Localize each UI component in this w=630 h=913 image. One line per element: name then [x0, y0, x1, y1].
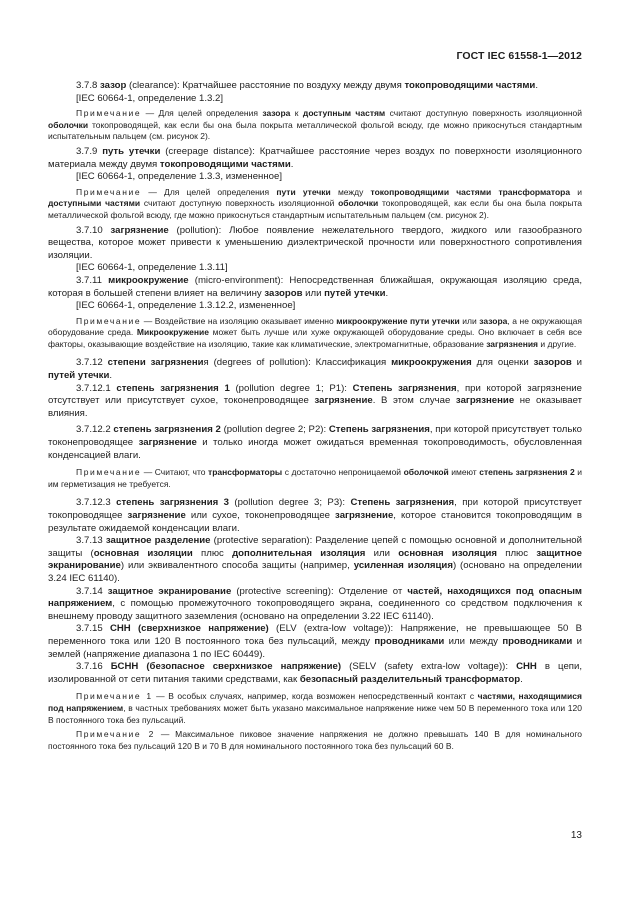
term-ref: токопроводящими частями	[404, 80, 536, 91]
definition-text: (creepage distance): Кратчайшее расстояние через воздух по поверхности изоляционного материала между двумя	[48, 145, 582, 170]
punct: .	[520, 673, 523, 685]
definition-text: , при которой загрязнение отсутствует или присутствует сухое, токонепроводящее	[48, 382, 582, 407]
definition-text: плюс	[497, 547, 537, 559]
reference: [IEC 60664-1, определение 1.3.11]	[76, 262, 228, 274]
term-ref: трансформаторы	[208, 467, 283, 478]
term: защитное экранирование	[107, 585, 232, 597]
term-ref: загрязнение	[455, 395, 515, 407]
term: степень загрязнения 2	[113, 424, 221, 436]
definition-3-7-12-2	[48, 424, 582, 462]
note-label: Примечание	[76, 108, 142, 119]
definition-text: (degrees of pollution): Классификация	[208, 357, 392, 369]
term-ref: путей утечки	[324, 287, 386, 299]
definition-text: и только иногда может ожидаться временная токопроводимость, обусловленная конденсацией влаги.	[48, 437, 583, 461]
term-ref: оболочки	[48, 119, 89, 130]
note-label: Примечание	[76, 467, 142, 478]
term-ref: Степень загрязнения	[352, 382, 457, 394]
term: степень загрязнения 3	[116, 497, 229, 509]
term-ref: доступным частям	[302, 108, 386, 119]
note-3-7-16-2	[48, 729, 582, 752]
note-3-7-9	[48, 187, 582, 222]
note-text: и	[570, 186, 582, 197]
note-text: — В особых случаях, например, когда возможен непосредственный контакт с	[152, 691, 478, 702]
note-text: имеют	[448, 467, 480, 478]
definition-3-7-15	[48, 623, 582, 661]
note-text: токопроводящей, как если бы она была покрыта металлической фольгой всюду, где можно прикоснуться стандартным испытательным пальцем (см. рисунок 2).	[48, 119, 582, 142]
term-ref: загрязнение	[335, 510, 394, 521]
definition-text: и землей (напряжение диапазона 1 по IEC 60449).	[48, 635, 582, 660]
term-ref: степень загрязнения 2	[479, 467, 575, 478]
definition-3-7-9	[48, 146, 582, 171]
definition-text: (clearance): Кратчайшее расстояние по воздуху между двумя	[126, 80, 405, 91]
definition-text: (pollution degree 1; P1):	[229, 382, 353, 394]
term-ref: микроокружения	[391, 357, 472, 369]
clause-number: 3.7.12.1	[76, 382, 111, 394]
reference: [IEC 60664-1, определение 1.3.3, измененное]	[76, 171, 282, 183]
clause-number: 3.7.12.3	[76, 497, 111, 509]
clause-number: 3.7.14	[76, 585, 103, 597]
note-text: считают доступную поверхность изоляционной	[140, 198, 339, 209]
term-ref: оболочки	[338, 198, 379, 209]
note-text: к	[290, 108, 303, 119]
definition-text: , при которой присутствует токопроводящее	[48, 497, 582, 521]
term-ref: зазоров	[533, 357, 572, 369]
note-text: токопроводящей, как если бы она была покрыта металлической фольгой всюду, где можно прикоснуться стандартным испытательным пальцем (см. рисунок 2).	[48, 198, 583, 220]
note-text: — Для целей определения	[141, 108, 263, 119]
clause-number: 3.7.11	[76, 274, 102, 286]
definition-3-7-8	[48, 80, 582, 93]
term-ref: СНН	[516, 661, 537, 673]
term-ref: частями, находящимися под напряжением	[48, 691, 582, 713]
note-3-7-8	[48, 108, 582, 143]
term: микроокружение	[108, 274, 189, 286]
term-ref: загрязнение	[314, 395, 373, 407]
definition-text: ) (основано на определении 3.24 IEC 61140).	[48, 560, 582, 584]
term-ref: зазора	[479, 315, 508, 326]
reference: [IEC 60664-1, определение 1.3.12.2, измененное]	[76, 300, 296, 312]
punct: .	[385, 287, 389, 299]
definition-text: , с помощью промежуточного токопроводящего экрана, соединенного со средством подключения к внешнему проводу защитного заземления (основано на определении 3.22 IEC 61140).	[48, 598, 582, 622]
term-ref: частей, находящихся под опасным напряжением	[48, 585, 582, 610]
term-ref: микроокружение пути утечки	[336, 315, 460, 326]
definition-text: (protective screening): Отделение от	[231, 585, 408, 597]
term-ref: загрязнение	[138, 437, 197, 449]
term: СНН (сверхнизкое напряжение)	[109, 623, 269, 635]
note-text: и другие.	[538, 338, 577, 349]
clause-number: 3.7.16	[76, 661, 103, 673]
note-text: может быть лучше или хуже окружающей оборудование среды. Оно включает в себя все факторы, оказывающие воздействие на изоляцию, такие как климатические, электромагнитные, образование	[48, 327, 582, 349]
punct: .	[290, 158, 294, 170]
term-ref: Степень загрязнения	[328, 424, 430, 436]
term-ref: зазора	[262, 108, 291, 119]
note-text: — Максимальное пиковое значение напряжения не должно превышать 140 В для номинального постоянного тока без пульсаций 120 В и 70 В для номинального постоянного тока без пульсаций 60 В.	[48, 729, 582, 751]
spacer	[48, 462, 582, 466]
term-ref: проводниками	[374, 635, 445, 647]
note-3-7-11	[48, 316, 582, 351]
term-ref: доступными частями	[48, 198, 141, 209]
note-label: Примечание 2	[76, 729, 155, 740]
note-text: или	[459, 315, 480, 326]
definition-text: (protective separation): Разделение цепей с помощью основной и дополнительной защиты (	[48, 535, 582, 559]
term-ref: загрязнения	[486, 338, 539, 349]
definition-text: или между	[444, 635, 503, 647]
term: защитное разделение	[105, 535, 211, 547]
punct: .	[535, 80, 538, 91]
term: БСНН (безопасное сверхнизкое напряжение)	[110, 661, 342, 673]
term-ref: основная изоляции	[93, 547, 193, 559]
term-ref: зазоров	[264, 287, 303, 299]
definition-3-7-11	[48, 275, 582, 300]
clause-number: 3.7.12	[76, 357, 103, 369]
definition-text: (SELV (safety extra-low voltage)):	[341, 661, 517, 673]
definition-text: (pollution): Любое появление нежелательного твердого, жидкого или газообразного вещества, которое может привести к уменьшению диэлектрической прочности или поверхностного сопротивления изоляции.	[48, 224, 582, 261]
term-ref: усиленная изоляция	[353, 560, 453, 572]
clause-number: 3.7.10	[76, 224, 103, 236]
note-text: и им герметизация не требуется.	[48, 467, 582, 489]
note-text: между	[330, 186, 371, 197]
clause-number: 3.7.8	[76, 80, 98, 91]
term-tail: я	[203, 357, 209, 369]
note-text: — Для целей определения	[141, 186, 277, 197]
term: степень загрязнения 1	[116, 382, 230, 394]
definition-3-7-16	[48, 661, 582, 686]
definition-3-7-12-3	[48, 497, 582, 535]
definition-text: . В этом случае	[372, 395, 456, 407]
clause-number: 3.7.12.2	[76, 424, 111, 436]
document-code-header: ГОСТ IEC 61558-1—2012	[456, 50, 582, 62]
definition-text: не оказывает влияния.	[48, 395, 582, 419]
term-ref: проводниками	[502, 635, 573, 647]
term-ref: токопроводящими частями	[159, 158, 291, 170]
note-text: , в частных требованиях может быть указано максимальное напряжение ниже чем 50 В переменного тока или 120 В постоянного тока без пульсаций.	[48, 702, 582, 725]
term: зазор	[100, 80, 127, 91]
term-ref: пути утечки	[276, 186, 331, 197]
clause-number: 3.7.13	[76, 535, 103, 547]
definition-text: , при которой присутствует только токонепроводящее	[48, 424, 582, 449]
clause-number: 3.7.15	[76, 623, 103, 635]
definition-text: (pollution degree 3; P3):	[228, 497, 351, 509]
term-ref: защитное экранирование	[48, 547, 582, 572]
note-label: Примечание	[76, 315, 142, 326]
definition-text: ) или эквивалентного способа защиты (например,	[120, 560, 354, 572]
definition-text: или сухое, токонепроводящее	[185, 510, 336, 521]
term: степени загрязнени	[107, 357, 204, 369]
definition-text: или	[302, 287, 325, 299]
definition-text: (pollution degree 2; P2):	[220, 424, 329, 436]
note-text: — Считают, что	[141, 467, 209, 478]
note-text: считают доступную поверхность изоляционной	[385, 108, 583, 119]
definition-text: в цепи, изолированной от сети питания такими средствами, как	[48, 661, 582, 685]
term-ref: токопроводящими частями трансформатора	[370, 186, 571, 197]
punct: .	[109, 370, 113, 382]
term-ref: Степень загрязнения	[350, 497, 455, 509]
definition-3-7-12	[48, 357, 582, 382]
reference: [IEC 60664-1, определение 1.3.2]	[76, 92, 224, 104]
note-text: , а не окружающая оборудование среда.	[48, 315, 582, 338]
note-text: с достаточно непроницаемой	[282, 467, 404, 478]
definition-text: , которое становится токопроводящим в результате ожидаемой конденсации влаги.	[48, 510, 582, 534]
definition-text: плюс	[192, 547, 233, 559]
definition-text: и	[571, 357, 582, 369]
term-ref: загрязнение	[127, 510, 186, 521]
definition-text: (micro-environment): Непосредственная ближайшая, окружающая изоляцию среда, которая в большей степени влияет на величину	[48, 274, 582, 299]
term-ref: основная изоляция	[398, 547, 497, 559]
definition-3-7-12-1	[48, 383, 582, 421]
document-body	[48, 80, 582, 755]
note-text: — Воздействие на изоляцию оказывает именно	[141, 315, 337, 326]
term: загрязнение	[110, 224, 169, 236]
note-3-7-12-2	[48, 467, 582, 490]
definition-text: (ELV (extra-low voltage)): Напряжение, не превышающее 50 В переменного тока или 120 В постоянного тока без пульсаций, между	[48, 623, 582, 647]
term-ref: оболочкой	[403, 467, 449, 478]
definition-3-7-13	[48, 535, 582, 585]
term-ref: Микроокружение	[136, 327, 209, 338]
definition-text: для оценки	[471, 357, 534, 369]
definition-3-7-10	[48, 225, 582, 263]
term-ref: путей утечки	[48, 370, 110, 382]
definition-text: или	[365, 547, 399, 559]
note-label: Примечание 1	[76, 691, 153, 702]
note-3-7-16-1	[48, 691, 582, 726]
definition-3-7-14	[48, 586, 582, 624]
note-label: Примечание	[76, 186, 142, 197]
term: путь утечки	[102, 145, 161, 157]
page-number: 13	[570, 830, 582, 841]
term-ref: безопасный разделительный трансформатор	[299, 673, 521, 685]
clause-number: 3.7.9	[76, 145, 98, 157]
spacer	[48, 686, 582, 690]
term-ref: дополнительная изоляция	[232, 547, 366, 559]
